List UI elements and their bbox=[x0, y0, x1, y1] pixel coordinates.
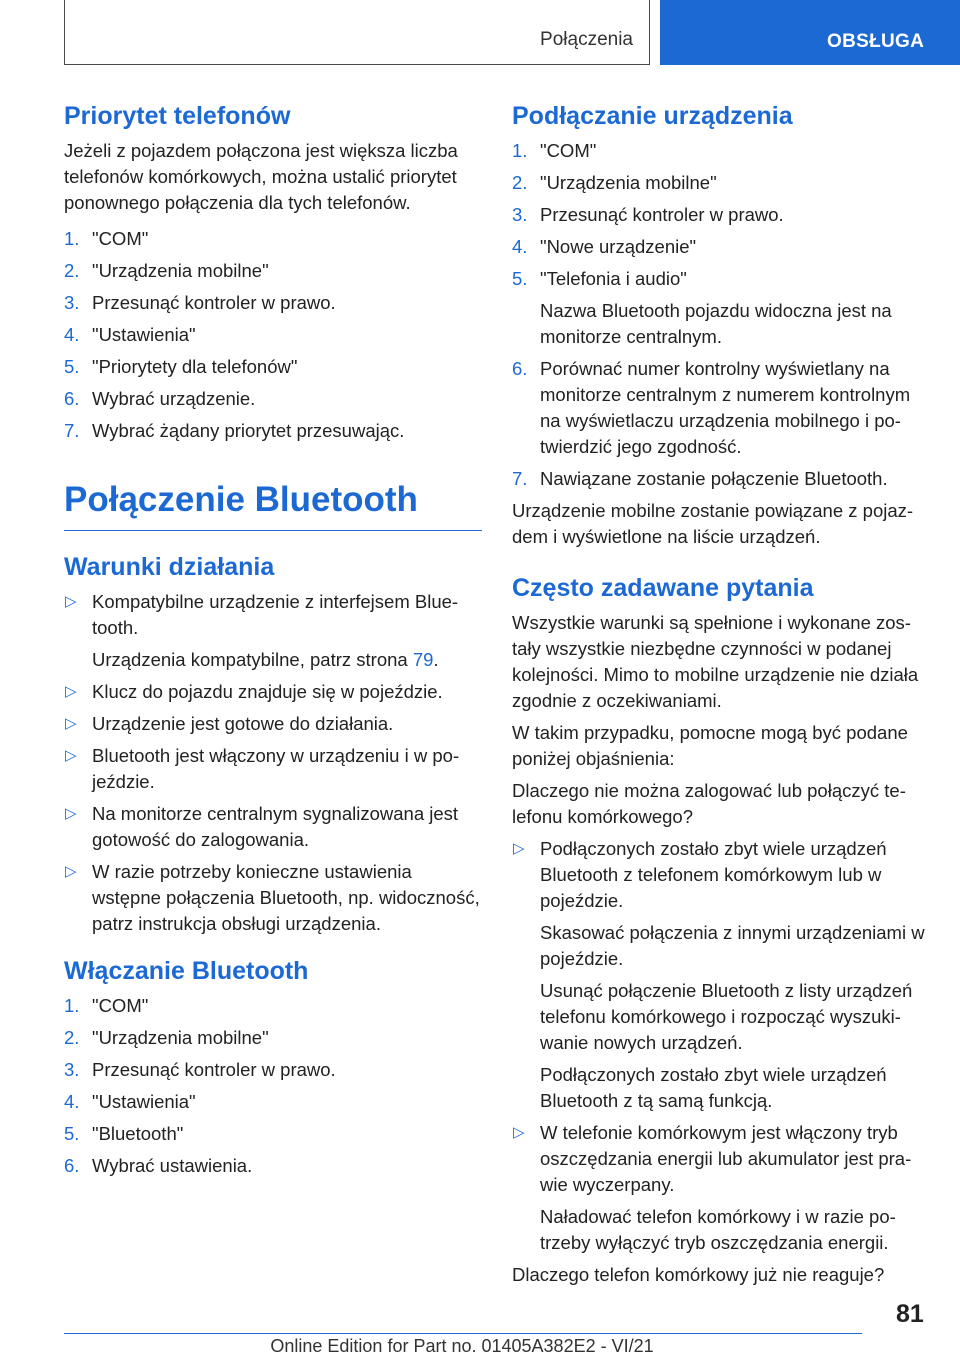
answer-item: ▷ Podłączonych zostało zbyt wiele urządzeń Bluetooth z telefonem komórkowym lub w pojeździe. Skasować połączenia z innymi urządzeniami w pojeździe. Usunąć połączenie Bluetooth z listy urządzeń telefonu komórkowego i rozpocząć wyszukiwanie nowych urządzeń. Podłączonych zostało zbyt wiele urządzeń Bluetooth z tą samą funkcją. bbox=[513, 838, 925, 1111]
triangle-bullet-icon: ▷ bbox=[65, 683, 77, 700]
faq-question-1: Dlaczego nie można zalogować lub połączyć telefonu komórkowego? bbox=[512, 780, 906, 827]
conditions-list bbox=[64, 589, 482, 937]
step-item: 2. "Urządzenia mobilne" bbox=[512, 172, 717, 193]
step-item: 3. Przesunąć kontroler w prawo. bbox=[512, 204, 784, 225]
page-link[interactable]: 79 bbox=[412, 649, 434, 670]
step-item: 5. "Priorytety dla telefonów" bbox=[64, 356, 298, 377]
step-item: 3. Przesunąć kontroler w prawo. bbox=[64, 1059, 336, 1080]
left-column bbox=[64, 100, 482, 1185]
faq-heading: Często zadawane pytania bbox=[512, 574, 814, 602]
right-column bbox=[512, 100, 932, 1294]
connect-device-heading: Podłączanie urządzenia bbox=[512, 102, 793, 130]
footer-edition: Online Edition for Part no. 01405A382E2 - VI/21 bbox=[270, 1336, 654, 1356]
answer-item: ▷ W telefonie komórkowym jest włączony tryb oszczędzania energii lub akumulator jest prawie wyczerpany. Naładować telefon komórkowy i w razie potrzeby wyłączyć tryb oszczędzania energii. bbox=[513, 1122, 912, 1253]
step-item: 6. Wybrać urządzenie. bbox=[64, 388, 256, 409]
header-chapter-tab bbox=[660, 0, 960, 65]
condition-item: ▷ Klucz do pojazdu znajduje się w pojeździe. bbox=[64, 679, 482, 705]
condition-item: ▷ W razie potrzeby konieczne ustawienia wstępne połączenia Bluetooth, np. widoczność, patrz instrukcja obsługi urządzenia. bbox=[65, 861, 480, 934]
condition-item: ▷ Bluetooth jest włączony w urządzeniu i w pojeździe. bbox=[65, 745, 460, 792]
triangle-bullet-icon: ▷ bbox=[65, 805, 77, 822]
step-item: 5. "Telefonia i audio" Nazwa Bluetooth pojazdu widoczna jest na monitorze centralnym. bbox=[512, 266, 932, 350]
faq-answers bbox=[512, 836, 932, 1256]
connect-steps bbox=[512, 138, 932, 492]
conditions-heading: Warunki działania bbox=[64, 553, 275, 581]
faq-intro: Wszystkie warunki są spełnione i wykonane zostały wszystkie niezbędne czynności w podanej kolejności. Mimo to mobilne urządzenie nie działa zgodnie z oczekiwaniami. bbox=[512, 612, 919, 711]
condition-item: ▷ Kompatybilne urządzenie z interfejsem Bluetooth. Urządzenia kompatybilne, patrz strona 79. bbox=[65, 591, 459, 670]
enable-steps bbox=[64, 993, 482, 1179]
step-item: 4. "Ustawienia" bbox=[64, 1091, 196, 1112]
triangle-bullet-icon: ▷ bbox=[65, 715, 77, 732]
priority-steps bbox=[64, 226, 482, 444]
bluetooth-chapter-heading: Połączenie Bluetooth bbox=[64, 478, 482, 531]
triangle-bullet-icon: ▷ bbox=[65, 863, 77, 880]
step-item: 2. "Urządzenia mobilne" bbox=[64, 1027, 269, 1048]
step-item: 6. Wybrać ustawienia. bbox=[64, 1155, 253, 1176]
triangle-bullet-icon: ▷ bbox=[65, 747, 77, 764]
step-item: 1. "COM" bbox=[64, 995, 149, 1016]
step-item: 5. "Bluetooth" bbox=[64, 1123, 184, 1144]
header-section-box bbox=[64, 0, 650, 65]
page-number: 81 bbox=[896, 1300, 924, 1328]
priority-intro: Jeżeli z pojazdem połączona jest większa liczba telefonów komórkowych, można ustalić priorytet ponownego połączenia dla tych telefonów. bbox=[64, 140, 458, 213]
step-item: 7. Nawiązane zostanie połączenie Bluetooth. bbox=[512, 468, 888, 489]
condition-item: ▷ Urządzenie jest gotowe do działania. bbox=[64, 711, 482, 737]
step-item: 1. "COM" bbox=[64, 228, 149, 249]
priority-heading: Priorytet telefonów bbox=[64, 102, 291, 130]
triangle-bullet-icon: ▷ bbox=[513, 1124, 525, 1141]
triangle-bullet-icon: ▷ bbox=[513, 840, 525, 857]
enable-bluetooth-heading: Włączanie Bluetooth bbox=[64, 957, 309, 985]
step-item: 1. "COM" bbox=[512, 140, 597, 161]
step-item: 4. "Nowe urządzenie" bbox=[512, 236, 697, 257]
step-item: 6. Porównać numer kontrolny wyświetlany na monitorze centralnym z numerem kontrolnym na wyświetlaczu urządzenia mobilnego i potwierdzić jego zgodność. bbox=[512, 358, 911, 457]
header-chapter-label: OBSŁUGA bbox=[827, 31, 925, 52]
condition-item: ▷ Na monitorze centralnym sygnalizowana jest gotowość do zalogowania. bbox=[65, 803, 459, 850]
faq-intro-2: W takim przypadku, pomocne mogą być podane poniżej objaśnienia: bbox=[512, 722, 908, 769]
header-section-title: Połączenia bbox=[540, 29, 633, 50]
step-item: 3. Przesunąć kontroler w prawo. bbox=[64, 292, 336, 313]
connect-outro: Urządzenie mobilne zostanie powiązane z pojazdem i wyświetlone na liście urządzeń. bbox=[512, 500, 914, 547]
step-item: 4. "Ustawienia" bbox=[64, 324, 196, 345]
faq-question-2: Dlaczego telefon komórkowy już nie reaguje? bbox=[512, 1264, 885, 1285]
step-item: 7. Wybrać żądany priorytet przesuwając. bbox=[64, 420, 405, 441]
triangle-bullet-icon: ▷ bbox=[65, 593, 77, 610]
footer-divider bbox=[64, 1333, 862, 1334]
step-item: 2. "Urządzenia mobilne" bbox=[64, 260, 269, 281]
step-note: Nazwa Bluetooth pojazdu widoczna jest na monitorze centralnym. bbox=[540, 300, 892, 347]
